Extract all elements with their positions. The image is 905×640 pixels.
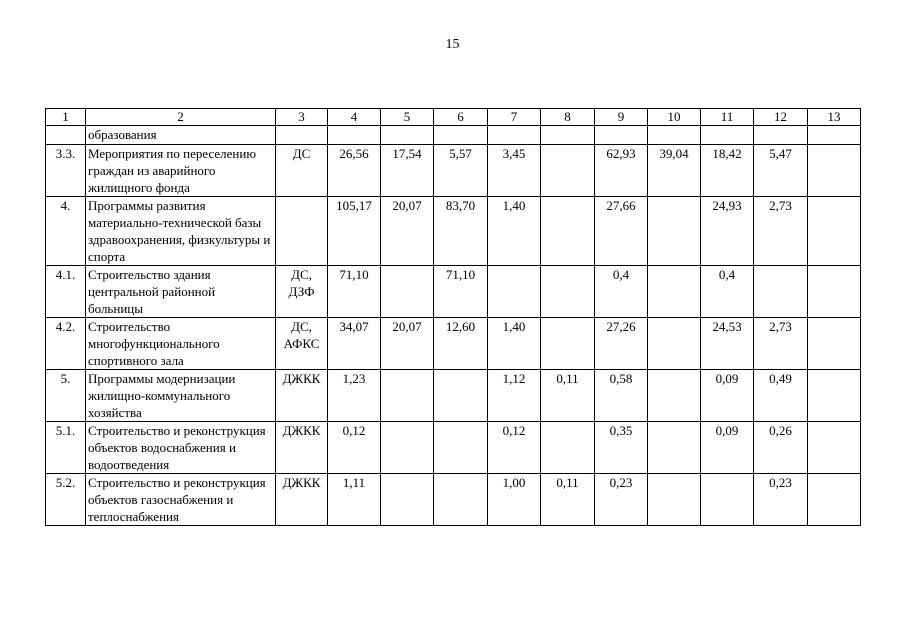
value-col-7: 0,12 <box>488 422 541 474</box>
value-col-11: 24,53 <box>701 318 754 370</box>
row-name: Программы модернизации жилищно-коммунального хозяйства <box>86 370 276 422</box>
row-source: ДС, ДЗФ <box>276 266 328 318</box>
value-col-4: 105,17 <box>328 197 381 266</box>
table-row <box>46 370 861 422</box>
value-col-13 <box>808 145 861 197</box>
value-col-13 <box>808 422 861 474</box>
table-row <box>46 145 861 197</box>
value-col-7: 1,40 <box>488 197 541 266</box>
column-header: 3 <box>276 109 328 126</box>
value-col-10 <box>648 266 701 318</box>
value-col-9: 0,4 <box>595 266 648 318</box>
value-col-6: 71,10 <box>434 266 488 318</box>
table-row <box>46 318 861 370</box>
value-col-13 <box>808 370 861 422</box>
continuation-text: образования <box>86 126 276 145</box>
value-col-9: 62,93 <box>595 145 648 197</box>
value-col-5 <box>381 370 434 422</box>
value-col-9: 0,23 <box>595 474 648 526</box>
value-col-8 <box>541 145 595 197</box>
value-col-4: 1,11 <box>328 474 381 526</box>
value-col-4: 1,23 <box>328 370 381 422</box>
column-header: 9 <box>595 109 648 126</box>
value-col-13 <box>808 197 861 266</box>
value-col-12: 0,23 <box>754 474 808 526</box>
value-col-9: 0,35 <box>595 422 648 474</box>
value-col-11: 0,09 <box>701 422 754 474</box>
value-col-8 <box>541 318 595 370</box>
value-col-9: 0,58 <box>595 370 648 422</box>
value-col-6: 83,70 <box>434 197 488 266</box>
column-header: 5 <box>381 109 434 126</box>
value-col-7: 1,00 <box>488 474 541 526</box>
table-row <box>46 197 861 266</box>
column-header: 13 <box>808 109 861 126</box>
column-header: 6 <box>434 109 488 126</box>
value-col-4: 71,10 <box>328 266 381 318</box>
row-name: Строительство многофункционального спортивного зала <box>86 318 276 370</box>
column-header: 11 <box>701 109 754 126</box>
value-col-10: 39,04 <box>648 145 701 197</box>
column-header: 7 <box>488 109 541 126</box>
value-col-5 <box>381 266 434 318</box>
row-source: ДС <box>276 145 328 197</box>
value-col-12: 0,49 <box>754 370 808 422</box>
value-col-10 <box>648 318 701 370</box>
table-row <box>46 422 861 474</box>
row-name: Строительство и реконструкция объектов газоснабжения и теплоснабжения <box>86 474 276 526</box>
row-number: 5.2. <box>46 474 86 526</box>
value-col-6: 5,57 <box>434 145 488 197</box>
row-source: ДЖКК <box>276 474 328 526</box>
value-col-12 <box>754 266 808 318</box>
row-source: ДЖКК <box>276 422 328 474</box>
value-col-5: 17,54 <box>381 145 434 197</box>
value-col-10 <box>648 197 701 266</box>
row-number: 4.2. <box>46 318 86 370</box>
value-col-11: 24,93 <box>701 197 754 266</box>
column-header: 12 <box>754 109 808 126</box>
value-col-11: 0,4 <box>701 266 754 318</box>
value-col-12: 0,26 <box>754 422 808 474</box>
row-name: Строительство и реконструкция объектов водоснабжения и водоотведения <box>86 422 276 474</box>
value-col-12: 2,73 <box>754 197 808 266</box>
value-col-13 <box>808 474 861 526</box>
row-number: 4. <box>46 197 86 266</box>
row-number: 4.1. <box>46 266 86 318</box>
row-number: 3.3. <box>46 145 86 197</box>
value-col-5 <box>381 422 434 474</box>
value-col-13 <box>808 266 861 318</box>
value-col-8: 0,11 <box>541 370 595 422</box>
value-col-10 <box>648 422 701 474</box>
value-col-7: 3,45 <box>488 145 541 197</box>
column-header: 8 <box>541 109 595 126</box>
column-header: 1 <box>46 109 86 126</box>
value-col-4: 26,56 <box>328 145 381 197</box>
value-col-10 <box>648 370 701 422</box>
row-name: Программы развития материально-технической базы здравоохранения, физкультуры и спорта <box>86 197 276 266</box>
row-number: 5. <box>46 370 86 422</box>
value-col-6 <box>434 370 488 422</box>
value-col-12: 2,73 <box>754 318 808 370</box>
value-col-5: 20,07 <box>381 197 434 266</box>
value-col-11 <box>701 474 754 526</box>
value-col-12: 5,47 <box>754 145 808 197</box>
row-number: 5.1. <box>46 422 86 474</box>
row-name: Мероприятия по переселению граждан из аварийного жилищного фонда <box>86 145 276 197</box>
value-col-8: 0,11 <box>541 474 595 526</box>
value-col-7: 1,40 <box>488 318 541 370</box>
value-col-8 <box>541 197 595 266</box>
value-col-9: 27,26 <box>595 318 648 370</box>
row-name: Строительство здания центральной районной больницы <box>86 266 276 318</box>
value-col-11: 0,09 <box>701 370 754 422</box>
column-header: 4 <box>328 109 381 126</box>
value-col-9: 27,66 <box>595 197 648 266</box>
value-col-5 <box>381 474 434 526</box>
value-col-7 <box>488 266 541 318</box>
table-row <box>46 266 861 318</box>
value-col-8 <box>541 266 595 318</box>
data-table <box>45 108 861 526</box>
column-header: 10 <box>648 109 701 126</box>
value-col-11: 18,42 <box>701 145 754 197</box>
value-col-6: 12,60 <box>434 318 488 370</box>
column-header: 2 <box>86 109 276 126</box>
table-row <box>46 474 861 526</box>
value-col-6 <box>434 474 488 526</box>
value-col-4: 0,12 <box>328 422 381 474</box>
row-source: ДС, АФКС <box>276 318 328 370</box>
value-col-8 <box>541 422 595 474</box>
continuation-row <box>46 126 861 145</box>
value-col-5: 20,07 <box>381 318 434 370</box>
value-col-4: 34,07 <box>328 318 381 370</box>
value-col-7: 1,12 <box>488 370 541 422</box>
value-col-10 <box>648 474 701 526</box>
row-number <box>46 126 86 145</box>
row-source: ДЖКК <box>276 370 328 422</box>
header-row <box>46 109 861 126</box>
value-col-13 <box>808 318 861 370</box>
value-col-6 <box>434 422 488 474</box>
page-number: 15 <box>445 37 460 52</box>
row-source <box>276 197 328 266</box>
